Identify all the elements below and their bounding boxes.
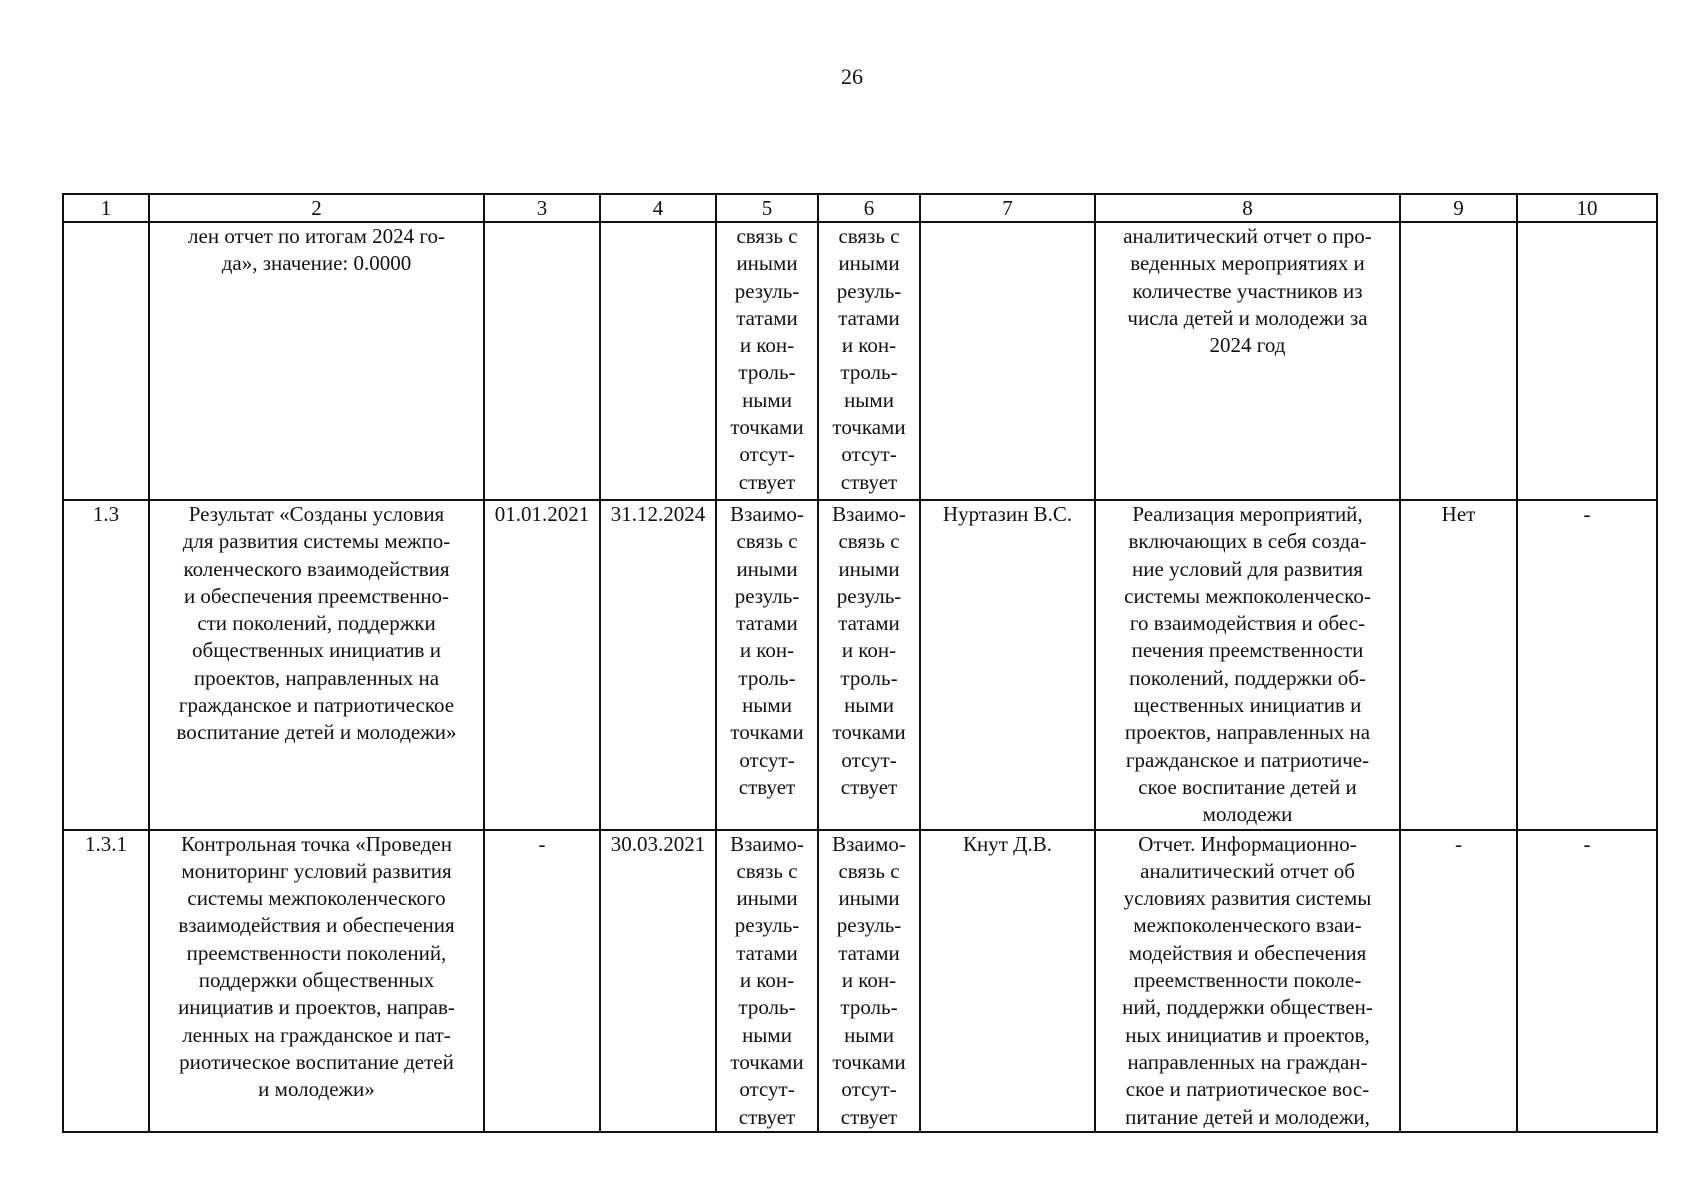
cell-line: для развития системы межпо- — [182, 529, 451, 554]
cell-line: аналитический отчет об — [1140, 858, 1355, 883]
cell-line: гражданское и патриотиче- — [1125, 747, 1370, 772]
cell-line: лен отчет по итогам 2024 го- — [188, 224, 445, 248]
cell-line: количестве участников из — [1132, 278, 1363, 303]
cell-line: ными — [742, 1022, 792, 1047]
cell-line: точками — [832, 720, 906, 745]
header-cell: 7 — [920, 194, 1095, 222]
cell-line: числа детей и молодежи за — [1127, 305, 1368, 330]
cell-line: и кон- — [841, 333, 897, 358]
cell-line: ское воспитание детей и — [1138, 774, 1357, 799]
cell-relation-next — [818, 830, 920, 1132]
cell-responsible: Нуртазин В.С. — [920, 500, 1095, 830]
cell-line: связь с — [838, 858, 900, 883]
cell-line: проектов, направленных на — [1124, 720, 1371, 745]
table-header-row — [63, 194, 1657, 222]
cell-line: аналитический отчет о про- — [1123, 224, 1372, 248]
cell-line: связь с — [736, 529, 798, 554]
cell-line: отсут- — [739, 1077, 795, 1102]
cell-line: модействия и обеспечения — [1128, 940, 1367, 965]
cell-line: татами — [838, 940, 900, 965]
cell-line: общественных инициатив и — [192, 638, 441, 663]
cell-line: ными — [742, 387, 792, 412]
cell-relation-prev — [716, 222, 818, 500]
cell-description — [1095, 222, 1400, 500]
cell-title — [149, 222, 484, 500]
cell-line: иными — [838, 886, 900, 911]
cell-number — [63, 222, 149, 500]
cell-line: ленных на гражданское и пат- — [182, 1022, 451, 1047]
cell-line: го взаимодействия и обес- — [1129, 611, 1366, 636]
table-row — [63, 500, 1657, 830]
cell-line: веденных мероприятиях и — [1130, 251, 1365, 276]
cell-line: татами — [736, 940, 798, 965]
cell-line: резуль- — [734, 583, 800, 608]
cell-line: троль- — [738, 665, 796, 690]
cell-line: резуль- — [836, 278, 902, 303]
cell-number: 1.3.1 — [63, 830, 149, 1132]
cell-line: ствует — [840, 1104, 898, 1129]
cell-line: ское и патриотическое вос- — [1125, 1077, 1370, 1102]
cell-line: взаимодействия и обеспечения — [178, 913, 455, 938]
header-cell: 6 — [818, 194, 920, 222]
cell-line: отсут- — [841, 442, 897, 467]
cell-line: ствует — [840, 469, 898, 494]
cell-line: 2024 год — [1209, 333, 1286, 358]
cell-line: троль- — [840, 665, 898, 690]
cell-line: Реализация мероприятий, — [1132, 502, 1363, 526]
cell-responsible: Кнут Д.В. — [920, 830, 1095, 1132]
cell-line: проектов, направленных на — [193, 665, 440, 690]
cell-line: иными — [736, 556, 798, 581]
cell-line: включающих в себя созда- — [1128, 529, 1367, 554]
cell-line: ными — [844, 1022, 894, 1047]
cell-line: связь с — [838, 224, 900, 248]
cell-col9: Нет — [1400, 500, 1517, 830]
cell-number: 1.3 — [63, 500, 149, 830]
header-cell: 2 — [149, 194, 484, 222]
cell-line: точками — [730, 720, 804, 745]
cell-line: воспитание детей и молодежи» — [176, 720, 457, 745]
cell-line: условиях развития системы — [1123, 886, 1372, 911]
cell-relation-prev — [716, 500, 818, 830]
cell-responsible — [920, 222, 1095, 500]
cell-title — [149, 830, 484, 1132]
cell-line: и кон- — [841, 638, 897, 663]
header-cell: 1 — [63, 194, 149, 222]
cell-col9 — [1400, 222, 1517, 500]
cell-line: отсут- — [739, 442, 795, 467]
cell-line: ствует — [738, 1104, 796, 1129]
cell-line: резуль- — [836, 913, 902, 938]
cell-line: питание детей и молодежи, — [1125, 1104, 1370, 1129]
header-cell: 3 — [484, 194, 600, 222]
cell-col10 — [1517, 222, 1657, 500]
cell-line: преемственности поколений, — [186, 940, 447, 965]
cell-line: точками — [730, 1049, 804, 1074]
cell-line: молодежи — [1202, 802, 1293, 827]
cell-line: Взаимо- — [832, 502, 906, 526]
cell-line: поддержки общественных — [198, 968, 435, 993]
cell-line: Отчет. Информационно- — [1138, 831, 1357, 856]
cell-line: ствует — [840, 774, 898, 799]
cell-relation-prev — [716, 830, 818, 1132]
cell-line: резуль- — [836, 583, 902, 608]
table-row — [63, 222, 1657, 500]
cell-line: межпоколенческого взаи- — [1133, 913, 1362, 938]
cell-line: татами — [736, 611, 798, 636]
page-number: 26 — [841, 64, 863, 89]
cell-line: иными — [838, 556, 900, 581]
cell-end-date: 31.12.2024 — [600, 500, 716, 830]
cell-line: ние условий для развития — [1132, 556, 1363, 581]
cell-line: и обеспечения преемственно- — [183, 583, 450, 608]
plan-table — [62, 193, 1658, 1133]
cell-description — [1095, 830, 1400, 1132]
cell-line: да», значение: 0.0000 — [221, 251, 412, 276]
cell-line: гражданское и патриотическое — [178, 693, 455, 718]
header-cell: 10 — [1517, 194, 1657, 222]
cell-line: отсут- — [841, 1077, 897, 1102]
cell-col9: - — [1400, 830, 1517, 1132]
cell-line: и молодежи» — [258, 1077, 375, 1102]
cell-line: Результат «Созданы условия — [188, 502, 445, 526]
cell-line: иными — [736, 251, 798, 276]
cell-line: ствует — [738, 469, 796, 494]
cell-line: щественных инициатив и — [1133, 693, 1362, 718]
cell-line: ными — [844, 387, 894, 412]
cell-line: направленных на граждан- — [1127, 1049, 1368, 1074]
cell-description — [1095, 500, 1400, 830]
cell-line: Взаимо- — [832, 831, 906, 856]
cell-line: отсут- — [739, 747, 795, 772]
cell-line: точками — [832, 415, 906, 440]
cell-line: и кон- — [841, 968, 897, 993]
cell-title — [149, 500, 484, 830]
cell-start-date: 01.01.2021 — [484, 500, 600, 830]
cell-end-date — [600, 222, 716, 500]
cell-line: троль- — [738, 360, 796, 385]
cell-start-date: - — [484, 830, 600, 1132]
cell-line: коленческого взаимодействия — [183, 556, 450, 581]
cell-relation-next — [818, 500, 920, 830]
cell-line: ными — [742, 693, 792, 718]
cell-line: связь с — [736, 224, 798, 248]
cell-end-date: 30.03.2021 — [600, 830, 716, 1132]
cell-line: Взаимо- — [730, 502, 804, 526]
cell-line: ствует — [738, 774, 796, 799]
cell-line: точками — [832, 1049, 906, 1074]
cell-line: татами — [838, 611, 900, 636]
cell-line: связь с — [838, 529, 900, 554]
cell-line: иными — [838, 251, 900, 276]
cell-start-date — [484, 222, 600, 500]
cell-line: преемственности поколе- — [1133, 968, 1362, 993]
cell-line: резуль- — [734, 278, 800, 303]
cell-line: троль- — [738, 995, 796, 1020]
cell-line: иными — [736, 886, 798, 911]
cell-line: татами — [736, 305, 798, 330]
cell-line: Контрольная точка «Проведен — [180, 831, 452, 856]
cell-line: и кон- — [739, 333, 795, 358]
table-row — [63, 830, 1657, 1132]
cell-line: ний, поддержки обществен- — [1122, 995, 1373, 1020]
cell-line: троль- — [840, 995, 898, 1020]
cell-line: отсут- — [841, 747, 897, 772]
cell-line: резуль- — [734, 913, 800, 938]
cell-line: и кон- — [739, 638, 795, 663]
header-cell: 8 — [1095, 194, 1400, 222]
header-cell: 5 — [716, 194, 818, 222]
cell-line: и кон- — [739, 968, 795, 993]
cell-line: поколений, поддержки об- — [1129, 665, 1366, 690]
cell-line: мониторинг условий развития — [181, 858, 452, 883]
cell-line: сти поколений, поддержки — [197, 611, 436, 636]
cell-relation-next — [818, 222, 920, 500]
cell-col10: - — [1517, 500, 1657, 830]
cell-line: точками — [730, 415, 804, 440]
cell-line: троль- — [840, 360, 898, 385]
cell-col10: - — [1517, 830, 1657, 1132]
cell-line: инициатив и проектов, направ- — [178, 995, 455, 1020]
cell-line: ных инициатив и проектов, — [1125, 1022, 1370, 1047]
cell-line: печения преемственности — [1131, 638, 1364, 663]
cell-line: системы межпоколенческого — [187, 886, 446, 911]
header-cell: 4 — [600, 194, 716, 222]
cell-line: татами — [838, 305, 900, 330]
cell-line: Взаимо- — [730, 831, 804, 856]
cell-line: связь с — [736, 858, 798, 883]
cell-line: ными — [844, 693, 894, 718]
header-cell: 9 — [1400, 194, 1517, 222]
cell-line: риотическое воспитание детей — [179, 1049, 454, 1074]
cell-line: системы межпоколенческо- — [1124, 583, 1371, 608]
